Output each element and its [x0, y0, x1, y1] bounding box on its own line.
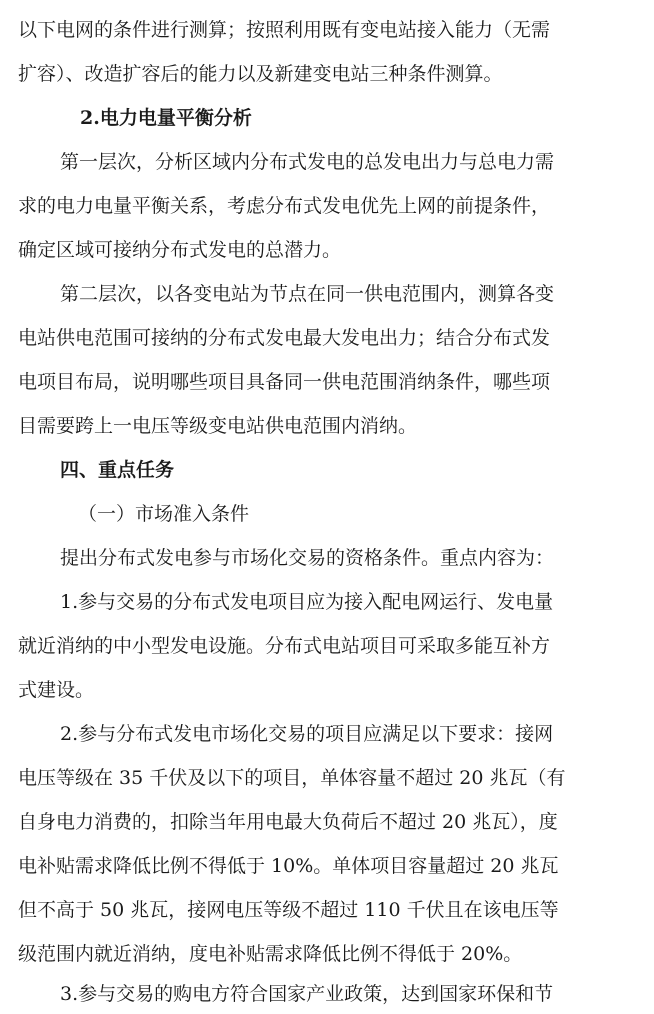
paragraph-first-level-line-3: 确定区域可接纳分布式发电的总潜力。 [18, 239, 342, 261]
text-line-1: 以下电网的条件进行测算；按照利用既有变电站接入能力（无需 [18, 19, 551, 41]
paragraph-qualification-intro: 提出分布式发电参与市场化交易的资格条件。重点内容为： [60, 547, 555, 569]
subsection-heading-market-access: （一）市场准入条件 [78, 503, 250, 525]
section-heading-key-tasks: 四、重点任务 [60, 459, 175, 481]
item-2-line-4: 电补贴需求降低比例不得低于 10%。单体项目容量超过 20 兆瓦 [18, 855, 559, 877]
item-3-line-1: 3.参与交易的购电方符合国家产业政策，达到国家环保和节 [60, 983, 554, 1005]
paragraph-second-level-line-1: 第二层次，以各变电站为节点在同一供电范围内，测算各变 [60, 283, 555, 305]
section-heading-power-balance: 2.电力电量平衡分析 [80, 107, 252, 129]
item-2-line-1: 2.参与分布式发电市场化交易的项目应满足以下要求：接网 [60, 723, 554, 745]
item-2-line-3: 自身电力消费的，扣除当年用电最大负荷后不超过 20 兆瓦），度 [18, 811, 558, 833]
item-1-line-1: 1.参与交易的分布式发电项目应为接入配电网运行、发电量 [60, 591, 554, 613]
item-2-line-2: 电压等级在 35 千伏及以下的项目，单体容量不超过 20 兆瓦（有 [18, 767, 566, 789]
paragraph-second-level-line-2: 电站供电范围可接纳的分布式发电最大发电出力；结合分布式发 [18, 327, 551, 349]
text-line-2: 扩容）、改造扩容后的能力以及新建变电站三种条件测算。 [18, 63, 503, 85]
item-2-line-6: 级范围内就近消纳，度电补贴需求降低比例不得低于 20%。 [18, 943, 523, 965]
item-1-line-3: 式建设。 [18, 679, 95, 701]
paragraph-second-level-line-3: 电项目布局，说明哪些项目具备同一供电范围消纳条件，哪些项 [18, 371, 551, 393]
item-2-line-5: 但不高于 50 兆瓦，接网电压等级不超过 110 千伏且在该电压等 [18, 899, 559, 921]
paragraph-second-level-line-4: 目需要跨上一电压等级变电站供电范围内消纳。 [18, 415, 418, 437]
paragraph-first-level-line-2: 求的电力电量平衡关系，考虑分布式发电优先上网的前提条件， [18, 195, 551, 217]
paragraph-first-level-line-1: 第一层次，分析区域内分布式发电的总发电出力与总电力需 [60, 151, 555, 173]
item-1-line-2: 就近消纳的中小型发电设施。分布式电站项目可采取多能互补方 [18, 635, 551, 657]
